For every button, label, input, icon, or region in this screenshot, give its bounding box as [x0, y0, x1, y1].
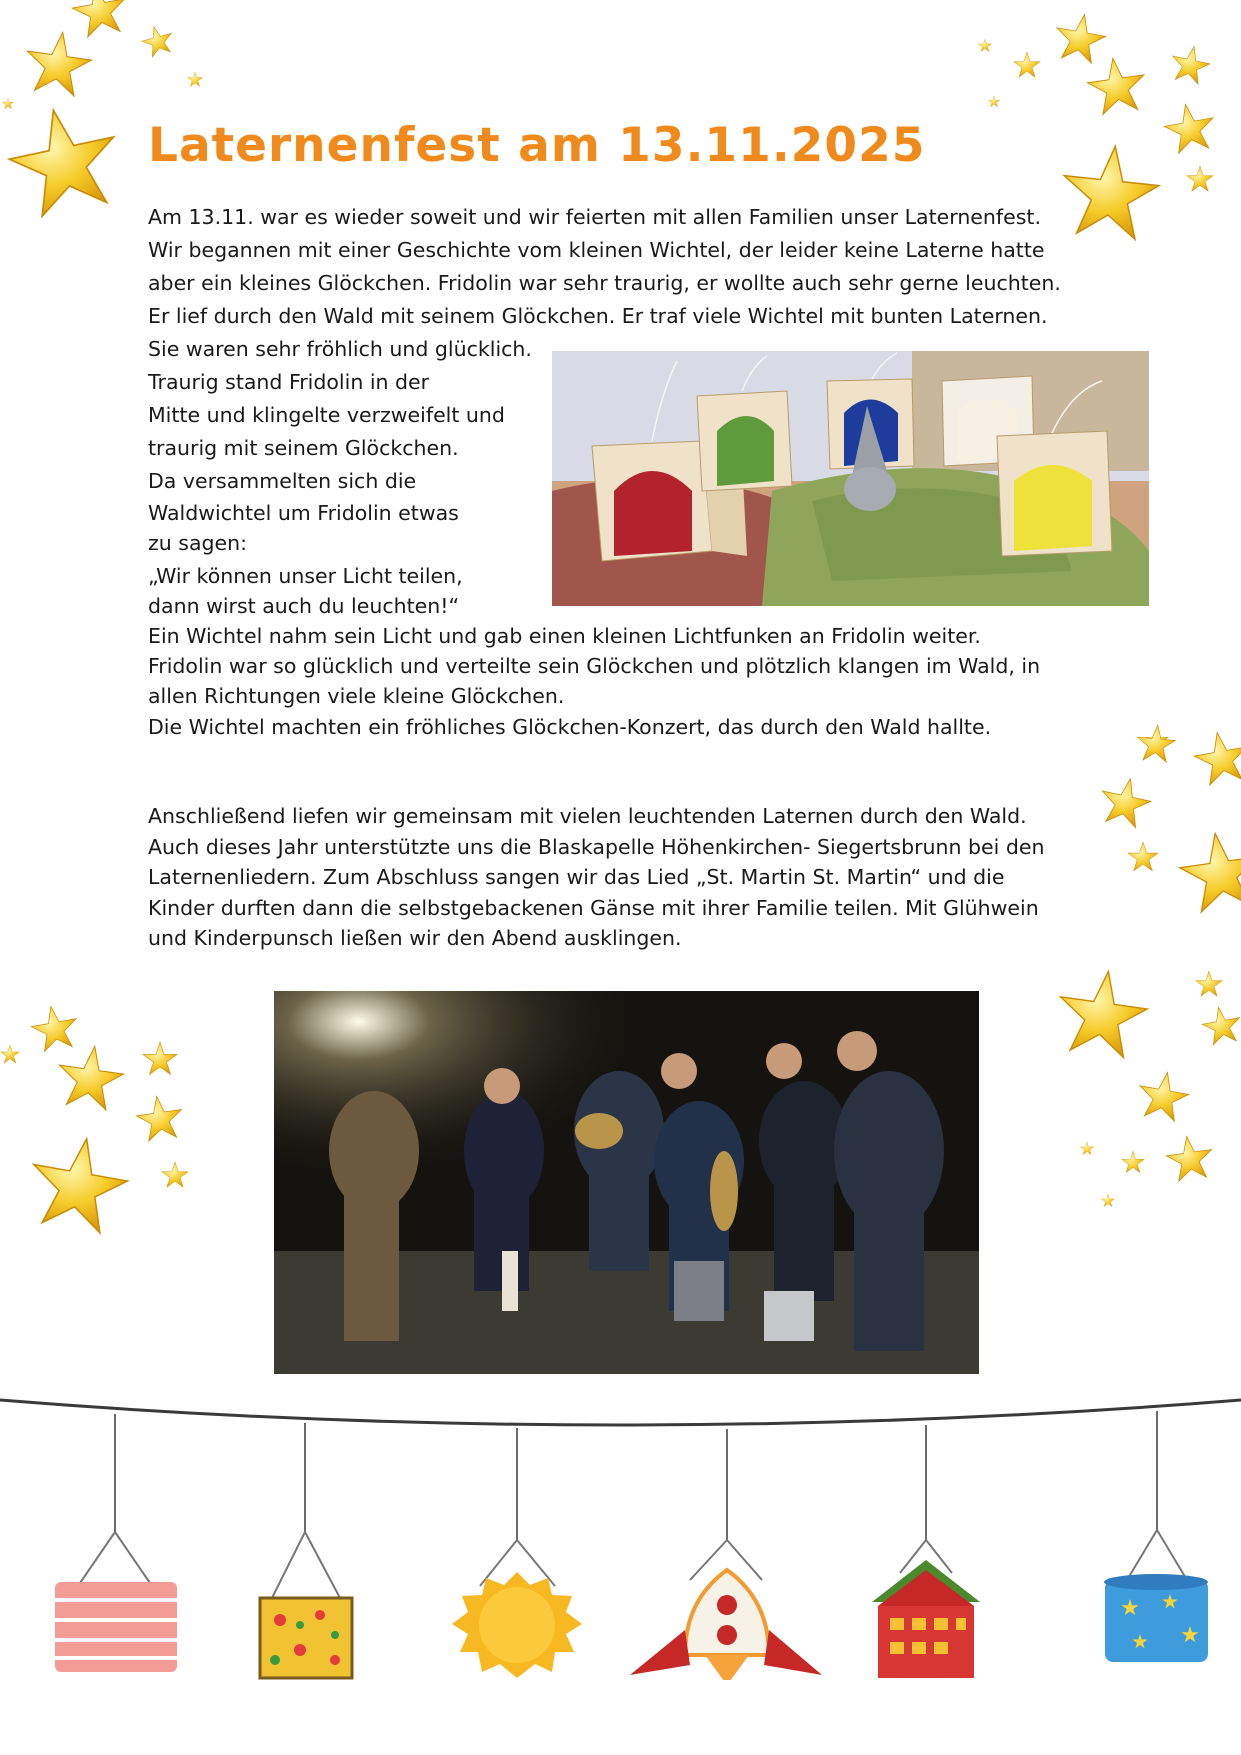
lanterns-photo [552, 351, 1149, 606]
lantern-garland [0, 1380, 1241, 1680]
band-photo [274, 991, 979, 1374]
star-icon [162, 1162, 189, 1187]
star-icon [1, 99, 126, 220]
text-line: „Wir können unser Licht teilen, [148, 564, 463, 588]
lantern-icon [630, 1540, 822, 1680]
star-icon [28, 1002, 80, 1053]
star-icon [134, 1093, 185, 1142]
star-icon [139, 23, 176, 59]
star-icon [1161, 100, 1218, 155]
text-line: und Kinderpunsch ließen wir den Abend ausklingen. [148, 926, 682, 950]
page-title: Laternenfest am 13.11.2025 [148, 118, 926, 173]
star-icon [1146, 729, 1169, 751]
star-icon [988, 96, 999, 107]
text-line: Fridolin war so glücklich und verteilte sein Glöckchen und plötzlich klangen im Wald, in [148, 654, 1041, 678]
text-line: Traurig stand Fridolin in der [148, 370, 430, 394]
star-icon [1122, 1151, 1145, 1173]
lantern-icon [55, 1532, 177, 1672]
text-line: aber ein kleines Glöckchen. Fridolin war sehr traurig, er wollte auch sehr gerne leuchten. [148, 271, 1061, 295]
star-icon [1164, 1133, 1215, 1182]
text-line: Er lief durch den Wald mit seinem Glöckchen. Er traf viele Wichtel mit bunten Laternen. [148, 304, 1048, 328]
text-line: Da versammelten sich die [148, 469, 417, 493]
lantern-icon [452, 1540, 582, 1678]
star-icon [24, 1131, 133, 1237]
star-icon [2, 98, 13, 109]
star-icon [1080, 1142, 1093, 1155]
text-line: Ein Wichtel nahm sein Licht und gab einen kleinen Lichtfunken an Fridolin weiter. [148, 624, 981, 648]
text-line: Sie waren sehr fröhlich und glücklich. [148, 337, 532, 361]
star-icon [187, 72, 202, 86]
star-icon [54, 1042, 127, 1112]
star-icon [1054, 965, 1152, 1060]
star-icon [0, 1045, 19, 1063]
text-line: Auch dieses Jahr unterstützte uns die Blaskapelle Höhenkirchen- Siegertsbrunn bei den [148, 835, 1045, 859]
star-icon [1187, 166, 1214, 191]
text-line: Laternenliedern. Zum Abschluss sangen wir das Lied „St. Martin St. Martin“ und die [148, 865, 1005, 889]
star-icon [1176, 828, 1241, 914]
text-line: Kinder durften dann die selbstgebackenen Gänse mit ihrer Familie teilen. Mit Glühwein [148, 896, 1039, 920]
star-icon [143, 1042, 177, 1075]
star-icon [1014, 52, 1041, 77]
lantern-icon [872, 1540, 980, 1678]
star-icon [1135, 1068, 1192, 1123]
star-icon [1128, 842, 1158, 871]
star-icon [1096, 773, 1154, 829]
star-icon [1200, 1004, 1241, 1046]
star-icon [978, 39, 991, 52]
lantern-icon [260, 1532, 352, 1678]
star-icon [1168, 42, 1213, 85]
text-line: Anschließend liefen wir gemeinsam mit vielen leuchtenden Laternen durch den Wald. [148, 804, 1027, 828]
text-line: Wir begannen mit einer Geschichte vom kleinen Wichtel, der leider keine Laterne hatte [148, 238, 1045, 262]
text-line: allen Richtungen viele kleine Glöckchen. [148, 684, 565, 708]
text-line: dann wirst auch du leuchten!“ [148, 594, 460, 618]
star-icon [1136, 723, 1177, 762]
text-line: Die Wichtel machten ein fröhliches Glöckchen-Konzert, das durch den Wald hallte. [148, 715, 992, 739]
text-line: Mitte und klingelte verzweifelt und [148, 403, 505, 427]
text-line: Am 13.11. war es wieder soweit und wir feierten mit allen Familien unser Laternenfest. [148, 205, 1041, 229]
lantern-icon [997, 431, 1112, 556]
star-icon [1085, 54, 1149, 116]
text-line: traurig mit seinem Glöckchen. [148, 436, 459, 460]
star-icon [1101, 1194, 1114, 1207]
text-line: zu sagen: [148, 531, 248, 555]
star-icon [1196, 971, 1223, 996]
lantern-icon [697, 391, 792, 491]
lantern-icon [1104, 1530, 1208, 1662]
text-line: Waldwichtel um Fridolin etwas [148, 501, 459, 525]
star-icon [22, 28, 95, 98]
star-icon [1058, 141, 1162, 241]
star-icon [69, 0, 130, 39]
star-icon [1052, 10, 1109, 65]
star-icon [1191, 728, 1241, 787]
